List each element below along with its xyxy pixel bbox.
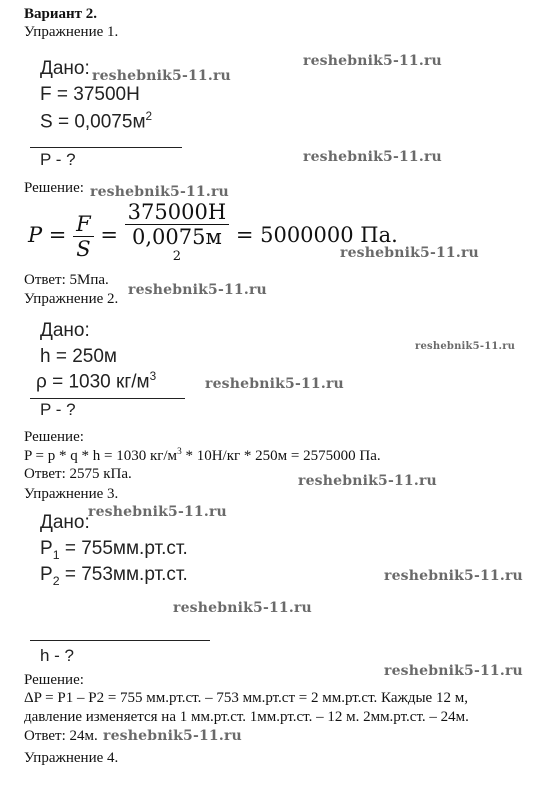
watermark: reshebnik5-11.ru [128,282,267,298]
ex1-given-area: $S = 0,0075м^2$ [40,110,153,133]
ex3-given-p2: $P_2 = 753мм.рт.ст$. [40,564,188,588]
ex2-given-height: h = 250м [40,346,117,367]
ex1-solution-label: Решение: [24,180,84,196]
ex2-divider [30,398,185,399]
exercise-3-title: Упражнение 3. [24,486,119,502]
ex3-given-p1: $P_1 = 755мм.рт.ст$. [40,538,188,562]
ex3-solution-line-1: ΔP = P1 – P2 = 755 мм.рт.ст. – 753 мм.рт.ст = 2 мм.рт.ст. Каждые 12 м, [24,690,468,706]
ex2-calculation: P = p * q * h = 1030 $кг/м^3 * 10Н/кг * 250м = 2575000$ Па. [24,447,381,464]
watermark: reshebnik5-11.ru [384,568,523,584]
watermark: reshebnik5-11.ru [303,53,442,69]
ex1-given-label: Дано: [40,58,90,79]
ex1-given-force: F = 37500H [40,84,140,105]
exercise-4-title: Упражнение 4. [24,750,119,766]
ex3-find: h - ? [40,646,75,665]
ex2-solution-label: Решение: [24,429,84,445]
watermark: reshebnik5-11.ru [88,504,227,520]
ex1-divider [30,147,182,148]
ex3-solution-label: Решение: [24,672,84,688]
ex2-answer: Ответ: 2575 кПа. [24,466,132,482]
watermark: reshebnik5-11.ru [173,600,312,616]
watermark: reshebnik5-11.ru [205,376,344,392]
watermark: reshebnik5-11.ru [90,184,229,200]
watermark: reshebnik5-11.ru [384,663,523,679]
exercise-2-title: Упражнение 2. [24,291,119,307]
ex3-given-label: Дано: [40,512,90,533]
variant-heading: Вариант 2. [24,6,98,22]
watermark: reshebnik5-11.ru [340,245,479,261]
ex2-find: P - ? [40,400,76,419]
watermark: reshebnik5-11.ru [298,473,437,489]
ex3-answer: Ответ: 24м. [24,728,98,744]
watermark: reshebnik5-11.ru [103,728,242,744]
exercise-1-title: Упражнение 1. [24,24,119,40]
ex1-answer: Ответ: 5Мпа. [24,272,109,288]
ex2-given-label: Дано: [40,320,90,341]
watermark: reshebnik5-11.ru [92,68,231,84]
watermark: reshebnik5-11.ru [303,149,442,165]
ex1-formula: P = $\frac{F}{S}$ = 375000H 0,0075м $^2$ = 5000000 Па. [28,200,398,264]
watermark: reshebnik5-11.ru [415,341,516,352]
ex3-divider [30,640,210,641]
ex1-find: P - ? [40,150,76,169]
ex3-solution-line-2: давление изменяется на 1 мм.рт.ст. 1мм.рт.ст. – 12 м. 2мм.рт.ст. – 24м. [24,709,469,725]
ex2-given-density: ρ = 1030 $кг/м^3$ [36,370,157,393]
